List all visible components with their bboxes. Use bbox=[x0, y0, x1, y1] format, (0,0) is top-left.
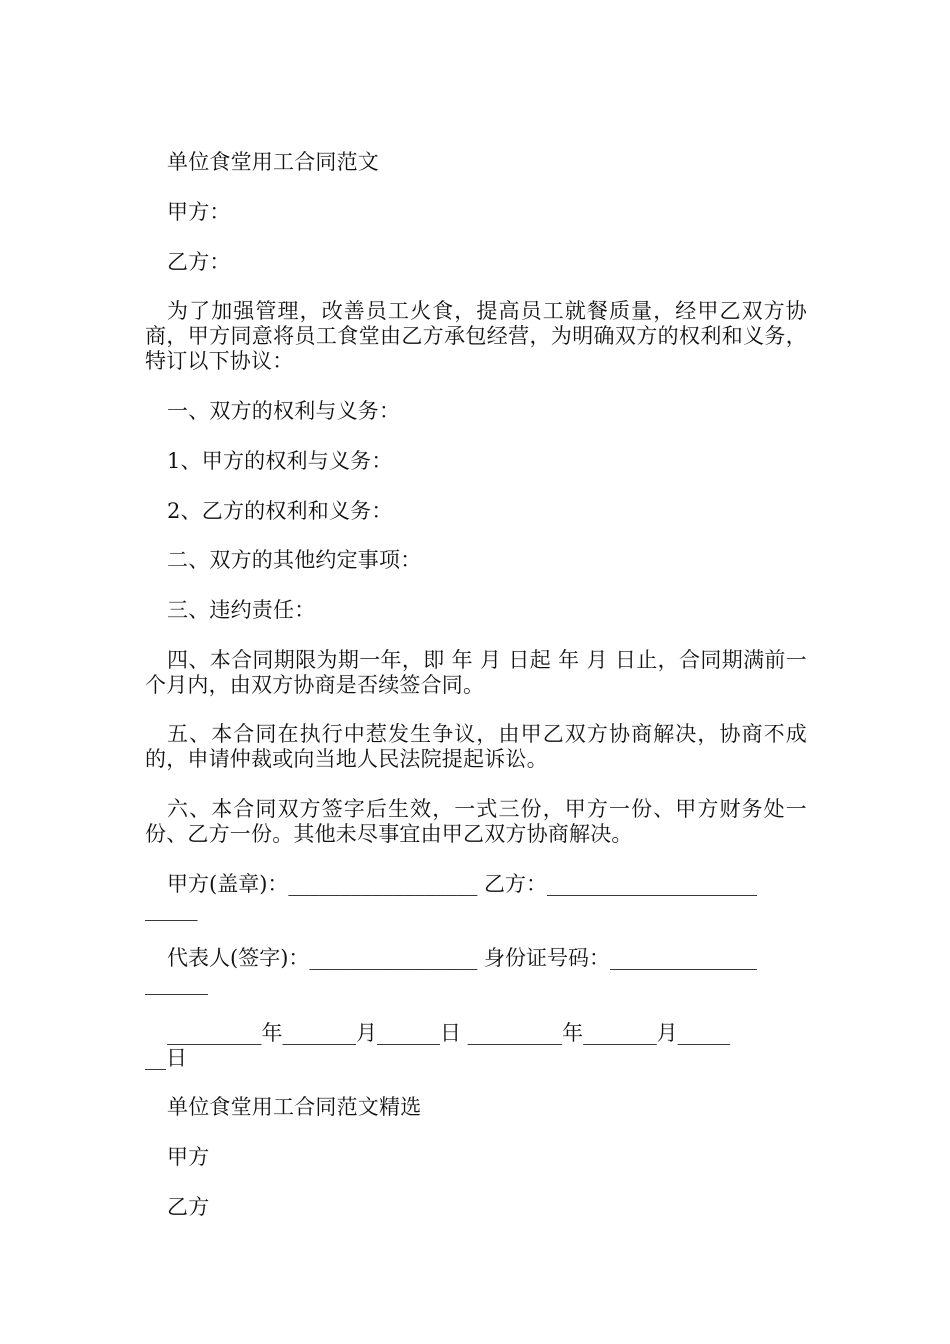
signature-row-party-text: 甲方(盖章)：__________________ 乙方：____________________ bbox=[167, 872, 758, 896]
date-row-continued bbox=[145, 1046, 807, 1071]
signature-row-representative bbox=[167, 946, 829, 971]
section-3-heading: 三、违约责任： bbox=[167, 598, 316, 622]
section-1-heading: 一、双方的权利与义务： bbox=[167, 399, 401, 423]
document-title: 单位食堂用工合同范文 bbox=[167, 150, 379, 174]
section-1-1-heading: 1、甲方的权利与义务： bbox=[167, 449, 393, 473]
date-row bbox=[167, 1021, 829, 1046]
signature-row-party-continued-text: _____ bbox=[145, 897, 198, 921]
signature-row-representative-continued-text: ______ bbox=[145, 971, 208, 995]
date-row-continued-text: __日 bbox=[145, 1046, 187, 1070]
second-document-title: 单位食堂用工合同范文精选 bbox=[167, 1095, 422, 1119]
section-6-paragraph: 六、本合同双方签字后生效，一式三份，甲方一份、甲方财务处一份、乙方一份。其他未尽事宜由甲乙双方协商解决。 bbox=[145, 797, 807, 846]
section-1-2-heading: 2、乙方的权利和义务： bbox=[167, 499, 393, 523]
section-2-heading: 二、双方的其他约定事项： bbox=[167, 548, 422, 572]
signature-row-representative-continued bbox=[145, 971, 807, 996]
party-b-label: 乙方： bbox=[167, 250, 231, 274]
section-4-paragraph: 四、本合同期限为期一年，即 年 月 日起 年 月 日止，合同期满前一个月内，由双方协商是否续签合同。 bbox=[145, 648, 807, 697]
intro-paragraph: 为了加强管理，改善员工火食，提高员工就餐质量，经甲乙双方协商，甲方同意将员工食堂由乙方承包经营，为明确双方的权利和义务，特订以下协议： bbox=[145, 299, 807, 373]
signature-row-party-continued bbox=[145, 897, 807, 922]
party-a-label: 甲方： bbox=[167, 200, 231, 224]
second-party-a-label: 甲方 bbox=[167, 1145, 210, 1169]
signature-row-representative-text: 代表人(签字)：________________ 身份证号码：______________ bbox=[167, 946, 758, 970]
date-row-text: _________年_______月______日 _________年_______月_____ bbox=[167, 1021, 731, 1045]
second-party-b-label: 乙方 bbox=[167, 1195, 210, 1219]
signature-row-party bbox=[167, 872, 829, 897]
section-5-paragraph: 五、本合同在执行中惹发生争议，由甲乙双方协商解决，协商不成的，申请仲裁或向当地人民法院提起诉讼。 bbox=[145, 722, 807, 771]
